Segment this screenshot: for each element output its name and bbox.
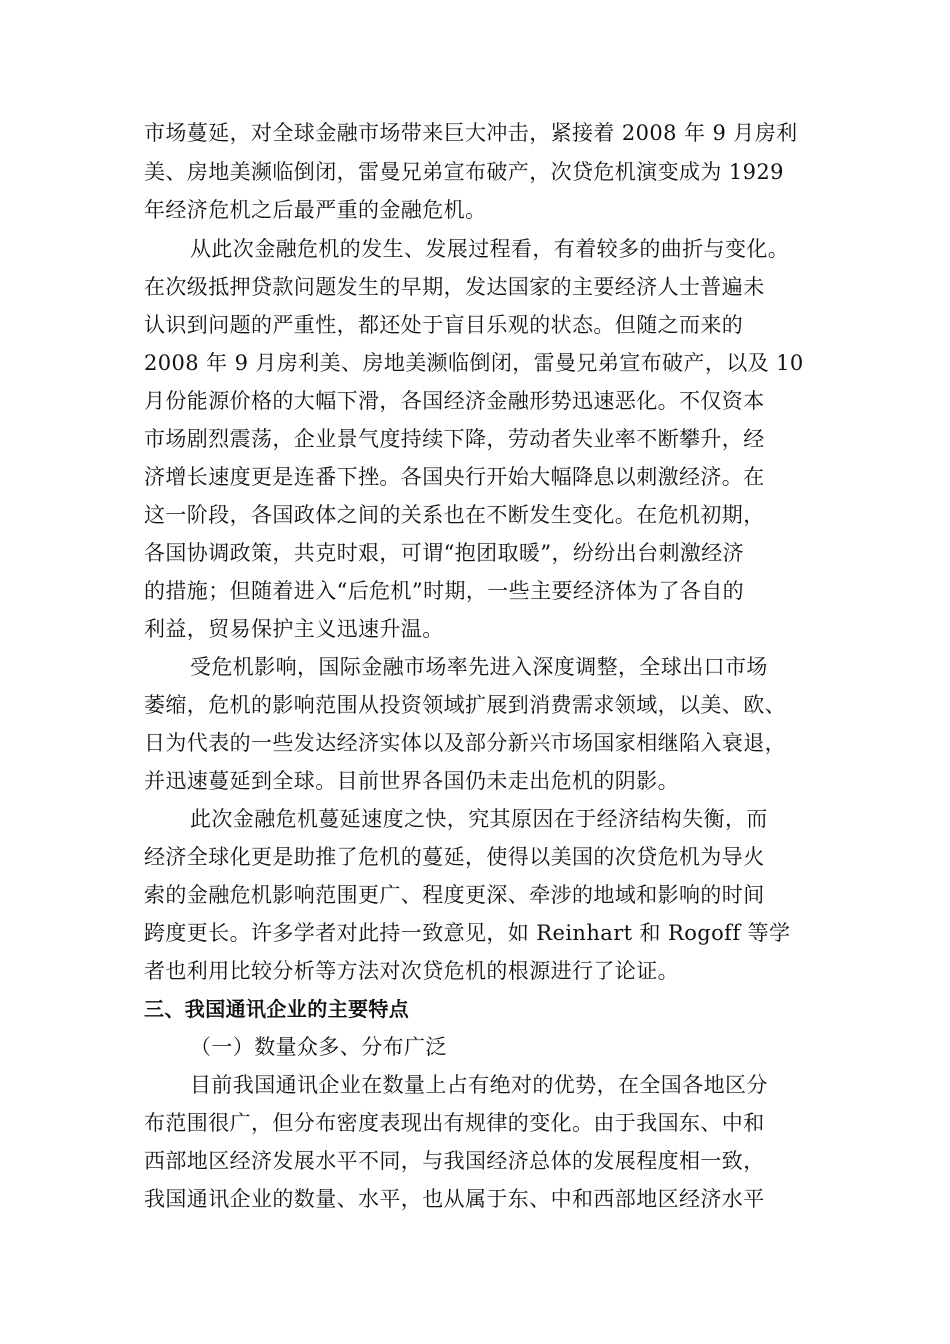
body-text-line: 市场蔓延，对全球金融市场带来巨大冲击，紧接着 2008 年 9 月房利 [144,121,798,145]
subsection-heading: （一）数量众多、分布广泛 [190,1035,447,1059]
section-heading: 三、我国通讯企业的主要特点 [144,997,410,1021]
body-text-line: 各国协调政策，共克时艰，可谓“抱团取暖”，纷纷出台刺激经济 [144,541,745,565]
body-text-line: 认识到问题的严重性，都还处于盲目乐观的状态。但随之而来的 [144,313,744,337]
body-text-line: 济增长速度更是连番下挫。各国央行开始大幅降息以刺激经济。在 [144,465,765,489]
body-text-line: 布范围很广，但分布密度表现出有规律的变化。由于我国东、中和 [144,1111,765,1135]
body-text-line: 年经济危机之后最严重的金融危机。 [144,198,487,222]
paragraph-start-line: 此次金融危机蔓延速度之快，究其原因在于经济结构失衡，而 [190,807,768,831]
body-text-line: 在次级抵押贷款问题发生的早期，发达国家的主要经济人士普遍未 [144,275,765,299]
body-text-line: 美、房地美濒临倒闭，雷曼兄弟宣布破产，次贷危机演变成为 1929 [144,160,784,184]
body-text-line: 市场剧烈震荡，企业景气度持续下降，劳动者失业率不断攀升，经 [144,427,765,451]
paragraph-start-line: 受危机影响，国际金融市场率先进入深度调整，全球出口市场 [190,655,768,679]
body-text-line: 经济全球化更是助推了危机的蔓延，使得以美国的次贷危机为导火 [144,845,765,869]
body-text-line: 的措施；但随着进入“后危机”时期，一些主要经济体为了各自的 [144,579,745,603]
body-text-line: 利益，贸易保护主义迅速升温。 [144,617,444,641]
paragraph-start-line: 从此次金融危机的发生、发展过程看，有着较多的曲折与变化。 [190,237,790,261]
body-text-line: 并迅速蔓延到全球。目前世界各国仍未走出危机的阴影。 [144,769,679,793]
body-text-line: 者也利用比较分析等方法对次贷危机的根源进行了论证。 [144,959,679,983]
body-text-line: 西部地区经济发展水平不同，与我国经济总体的发展程度相一致， [144,1149,765,1173]
paragraph-start-line: 目前我国通讯企业在数量上占有绝对的优势，在全国各地区分 [190,1073,768,1097]
body-text-line: 2008 年 9 月房利美、房地美濒临倒闭，雷曼兄弟宣布破产，以及 10 [144,351,804,375]
body-text-line: 我国通讯企业的数量、水平，也从属于东、中和西部地区经济水平 [144,1187,765,1211]
body-text-line: 日为代表的一些发达经济实体以及部分新兴市场国家相继陷入衰退， [144,731,786,755]
body-text-line: 索的金融危机影响范围更广、程度更深、牵涉的地域和影响的时间 [144,883,765,907]
body-text-line: 萎缩，危机的影响范围从投资领域扩展到消费需求领域，以美、欧、 [144,693,786,717]
body-text-line: 月份能源价格的大幅下滑，各国经济金融形势迅速恶化。不仅资本 [144,389,765,413]
body-text-line: 跨度更长。许多学者对此持一致意见，如 Reinhart 和 Rogoff 等学 [144,921,791,945]
body-text-line: 这一阶段，各国政体之间的关系也在不断发生变化。在危机初期， [144,503,765,527]
